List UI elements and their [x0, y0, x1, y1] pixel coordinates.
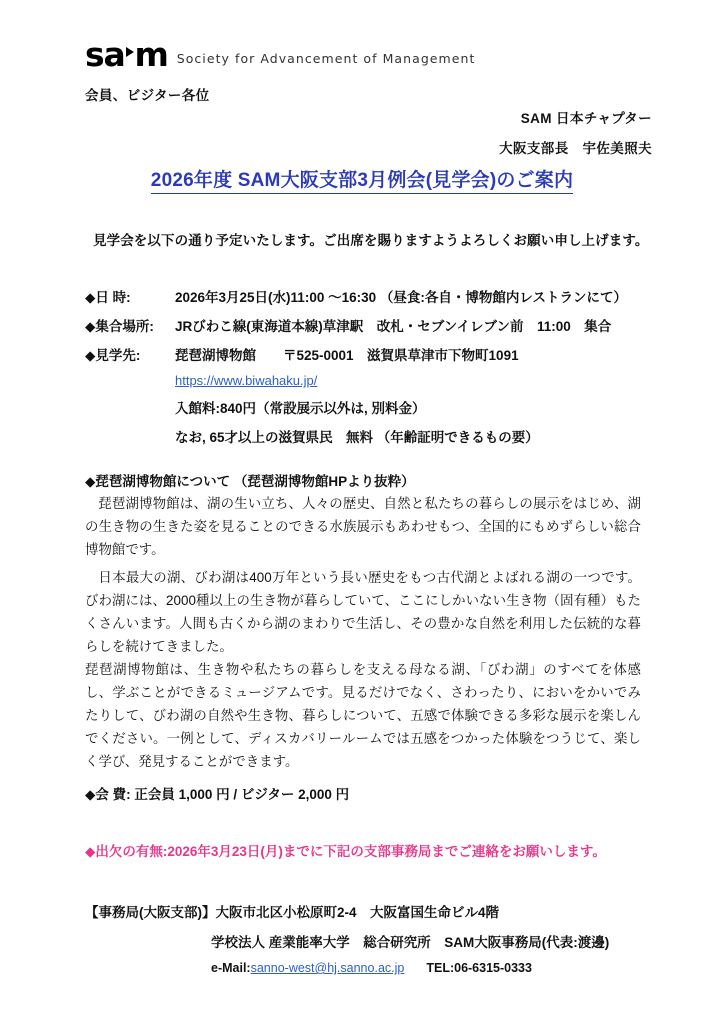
detail-row-venue: [85, 344, 685, 364]
page-title: [0, 165, 724, 192]
sam-logo: [85, 35, 476, 74]
office-contact-row: [211, 961, 532, 975]
detail-label-datetime: ◆日 時:: [85, 290, 131, 305]
museum-paragraph-2: 日本最大の湖、びわ湖は400万年という長い歴史をもつ古代湖とよばれる湖の一つです。びわ湖には、2000種以上の生き物が暮らしていて、ここにしかいない生き物（固有種）もたくさんいます。人間も古くから湖のまわりで生活し、その豊かな自然を利用した伝統的な暮らしを続けてきました。: [85, 570, 641, 654]
logo-triangle-icon: [126, 47, 134, 57]
venue-url-row: [175, 373, 685, 388]
museum-paragraph-1: 琵琶湖博物館は、湖の生い立ち、人々の歴史、自然と私たちの暮らしの展示をはじめ、湖の生き物の生きた姿を見ることのできる水族展示もあわせもつ、全国的にもめずらしい総合博物館です。: [85, 496, 641, 557]
sender-branch-head: 大阪支部長 宇佐美照夫: [499, 141, 652, 156]
office-organization: 学校法人 産業能率大学 総合研究所 SAM大阪事務局(代表:渡邊): [211, 935, 610, 950]
logo-tagline: Society for Advancement of Management: [176, 51, 476, 66]
page-title-text: 2026年度 SAM大阪支部3月例会(見学会)のご案内: [151, 170, 573, 194]
venue-url-link[interactable]: https://www.biwahaku.jp/: [175, 373, 318, 388]
detail-label-meeting-point: ◆集合場所:: [85, 319, 154, 334]
detail-row-meeting-point: [85, 315, 685, 335]
office-address: 【事務局(大阪支部)】大阪市北区小松原町2-4 大阪富国生命ビル4階: [85, 905, 500, 920]
admission-fee: 入館料:840円（常設展示以外は, 別料金）: [175, 401, 426, 416]
event-details: [85, 286, 685, 455]
detail-row-datetime: [85, 286, 685, 306]
membership-fee: ◆会 費: 正会員 1,000 円 / ビジター 2,000 円: [85, 787, 350, 802]
sender-chapter: SAM 日本チャプター: [520, 111, 652, 126]
intro-paragraph: 見学会を以下の通り予定いたします。ご出席を賜りますようよろしくお願い申し上げます。: [93, 233, 649, 248]
email-group: [211, 961, 404, 975]
email-link[interactable]: sanno-west@hj.sanno.ac.jp: [250, 961, 405, 975]
sender-block: [499, 104, 652, 164]
museum-paragraph-3: 琵琶湖博物館は、生き物や私たちの暮らしを支える母なる湖、「びわ湖」のすべてを体感し、学ぶことができるミュージアムです。見るだけでなく、さわったり、においをかいでみたりして、びわ湖の自然や生き物、暮らしについて、五感で体験できる多彩な展示を楽しんでください。一例として、ディスカバリールームでは五感をつかった体験をつうじて、楽しく学び、発見することができます。: [85, 662, 641, 769]
salutation: 会員、ビジター各位: [85, 88, 210, 103]
museum-section-heading: ◆琵琶湖博物館について （琵琶湖博物館HPより抜粋）: [85, 474, 415, 489]
logo-text-m: m: [134, 35, 168, 74]
telephone-number: TEL:06-6315-0333: [426, 961, 532, 975]
email-label: e-Mail:: [211, 961, 251, 975]
detail-value-meeting-point: JRびわこ線(東海道本線)草津駅 改札・セブンイレブン前 11:00 集合: [175, 319, 612, 334]
detail-value-datetime: 2026年3月25日(水)11:00 ～16:30 （昼食:各自・博物館内レストランにて）: [175, 290, 627, 305]
detail-value-venue: 琵琶湖博物館 〒525-0001 滋賀県草津市下物町1091: [175, 348, 519, 363]
detail-label-venue: ◆見学先:: [85, 348, 141, 363]
rsvp-deadline-notice: ◆出欠の有無:2026年3月23日(月)までに下記の支部事務局までご連絡をお願いします。: [85, 844, 606, 859]
admission-fee-note: なお, 65才以上の滋賀県民 無料 （年齢証明できるもの要）: [175, 430, 539, 445]
logo-text-sa: sa: [85, 35, 125, 74]
sam-logo-wordmark: [85, 35, 168, 74]
